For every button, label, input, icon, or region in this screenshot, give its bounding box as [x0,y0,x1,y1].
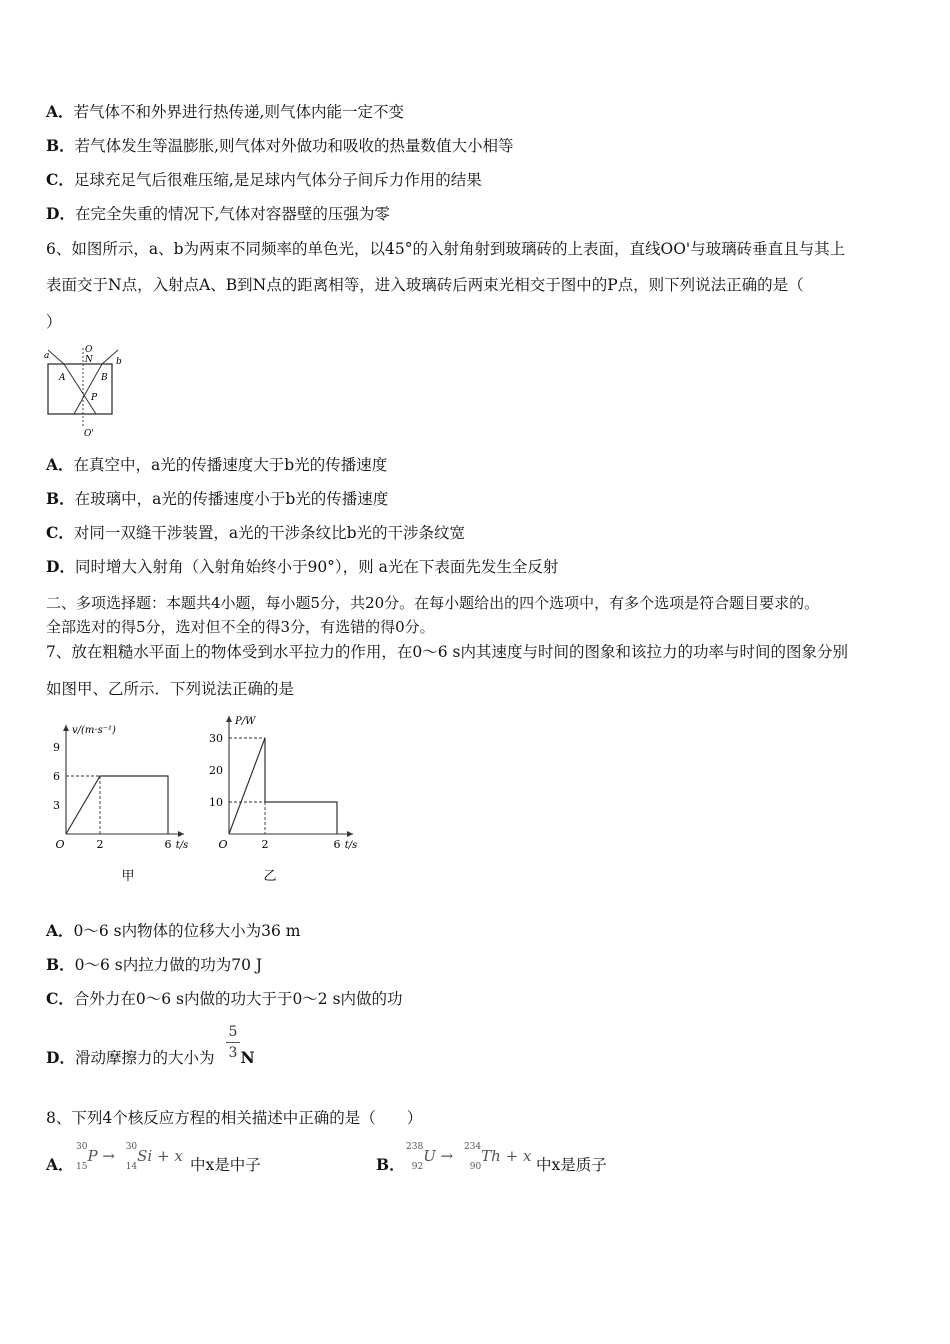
option-label: B． [46,489,75,508]
option-text: 滑动摩擦力的大小为 [74,1049,215,1067]
chart1-x-tick-label: 6 [164,838,172,851]
rhs-atomic-number: 14 [125,1162,138,1172]
option-text: 在玻璃中，a光的传播速度小于b光的传播速度 [74,490,389,508]
q8-option-a-equation [76,1142,183,1172]
q7-option-d [46,1048,255,1068]
option-text: 在真空中，a光的传播速度大于b光的传播速度 [73,456,388,474]
rhs-mass-number: 30 [125,1142,138,1152]
q7-stem-line1: 7、放在粗糙水平面上的物体受到水平拉力的作用，在0～6 s内其速度与时间的图象和该拉力的功率与时间的图象分别 [46,643,848,661]
arrow-icon: → [102,1147,115,1165]
q5-option-c [46,170,482,190]
chart2-x-tick-label: O [218,838,228,851]
label-point-p: P [91,393,98,403]
option-label: B． [46,136,75,155]
q6-stem-line3: ） [46,313,62,331]
lhs-mass-number: 30 [76,1142,88,1152]
option-text: 若气体发生等温膨胀,则气体对外做功和吸收的热量数值大小相等 [74,137,514,155]
q6-option-b [46,489,388,509]
q5-option-a [46,102,404,122]
q6-option-c [46,523,465,543]
lhs-symbol: P [87,1147,98,1165]
option-text: 足球充足气后很难压缩,是足球内气体分子间斥力作用的结果 [73,171,482,189]
option-text: 合外力在0～6 s内做的功大于于0～2 s内做的功 [73,990,403,1008]
lhs-atomic-number: 92 [411,1162,424,1172]
q7-stem-line2: 如图甲、乙所示．下列说法正确的是 [46,680,295,698]
chart1-y-tick-label: 6 [53,770,60,783]
q8-option-b-equation [406,1142,531,1172]
option-label: C． [46,989,74,1008]
chart2-y-axis-label: P/W [235,716,256,727]
q6-stem-line1: 6、如图所示，a、b为两束不同频率的单色光，以45°的入射角射到玻璃砖的上表面，直线OO'与玻璃砖垂直且与其上 [46,240,846,258]
chart2-x-tick-label: 2 [261,838,269,851]
q8-option-a-label [46,1155,74,1175]
option-text: 在完全失重的情况下,气体对容器壁的压强为零 [74,205,390,223]
option-text: 0～6 s内物体的位移大小为36 m [73,922,301,940]
chart1-series-line [66,776,168,834]
fraction-numerator: 5 [228,1024,238,1040]
lhs-atomic-number: 15 [76,1162,88,1172]
chart1-y-arrow-icon [63,725,69,731]
rhs-mass-number: 234 [463,1142,482,1152]
chart2-title: 乙 [263,869,277,884]
label-o-prime: O' [84,429,94,439]
option-label: A． [46,455,74,474]
q8-option-b-label [376,1155,405,1175]
q7-option-b [46,955,262,975]
chart1-x-axis-label: t/s [175,840,189,851]
chart1-x-arrow-icon [178,831,184,837]
option-label: A． [46,102,74,121]
chart1-y-tick-label: 3 [53,799,60,812]
chart2-y-tick-label: 10 [209,796,223,809]
label-o: O [85,345,93,355]
option-label: B． [46,955,75,974]
option-label: D． [46,204,75,223]
ray-a-refracted [64,364,96,414]
fraction-denominator: 3 [228,1045,238,1061]
chart2-x-axis-label: t/s [344,840,358,851]
chart2-y-arrow-icon [226,716,232,722]
arrow-icon: → [440,1147,454,1165]
ray-a-incident [48,350,64,364]
label-point-a: A [59,373,66,383]
chart2-x-arrow-icon [347,831,353,837]
option-text: 若气体不和外界进行热传递,则气体内能一定不变 [73,103,404,121]
q7-charts [44,708,366,888]
chart1-title: 甲 [121,869,135,884]
chart2-y-tick-label: 20 [209,764,223,777]
option-text: 对同一双缝干涉装置，a光的干涉条纹比b光的干涉条纹宽 [73,524,466,542]
label-b: b [116,357,122,367]
ray-b-refracted [74,364,102,414]
q5-option-d [46,204,390,224]
option-text: 同时增大入射角（入射角始终小于90°），则 a光在下表面先发生全反射 [74,558,559,576]
chart2-series-line [229,738,337,834]
rhs-symbol: Th [481,1147,501,1165]
option-label: A． [46,1155,74,1174]
rhs-symbol: Si [137,1147,153,1165]
option-label: A． [46,921,74,940]
chart2-y-tick-label: 30 [209,732,223,745]
q8-option-b-desc: 中x是质子 [536,1156,607,1174]
fraction-bar [226,1042,240,1043]
unit-label: N [240,1048,255,1067]
q6-stem-line2: 表面交于N点，入射点A、B到N点的距离相等，进入玻璃砖后两束光相交于图中的P点，则下列说法正确的是（ [46,276,804,294]
option-label: D． [46,1048,75,1067]
option-label: C． [46,523,74,542]
option-label: C． [46,170,74,189]
q6-option-d [46,557,558,577]
q7-option-a [46,921,301,941]
section2-line2: 全部选对的得5分，选对但不全的得3分，有选错的得0分。 [46,618,435,636]
q8-option-a-desc: 中x是中子 [190,1156,261,1174]
q8-stem: 8、下列4个核反应方程的相关描述中正确的是（ ） [46,1109,423,1127]
chart2-x-tick-label: 6 [333,838,341,851]
chart1-y-axis-label: v/(m·s⁻¹) [72,725,116,736]
q7-option-c [46,989,403,1009]
q6-glass-figure [42,342,132,440]
label-a: a [44,351,50,361]
label-point-b: B [101,373,108,383]
chart1-x-tick-label: 2 [96,838,104,851]
option-label: D． [46,557,75,576]
q5-option-b [46,136,514,156]
chart1-y-tick-label: 9 [53,741,60,754]
option-label: B． [376,1155,405,1174]
chart1-x-tick-label: O [55,838,65,851]
option-text: 0～6 s内拉力做的功为70 J [74,956,263,974]
plus-x: + x [505,1147,532,1165]
lhs-symbol: U [423,1147,436,1165]
section2-line1: 二、多项选择题：本题共4小题，每小题5分，共20分。在每小题给出的四个选项中，有多个选项是符合题目要求的。 [46,594,820,612]
q6-option-a [46,455,387,475]
fraction-five-thirds [226,1024,240,1061]
lhs-mass-number: 238 [406,1142,424,1152]
plus-x: + x [157,1147,183,1165]
rhs-atomic-number: 90 [469,1162,482,1172]
label-n: N [85,355,93,365]
